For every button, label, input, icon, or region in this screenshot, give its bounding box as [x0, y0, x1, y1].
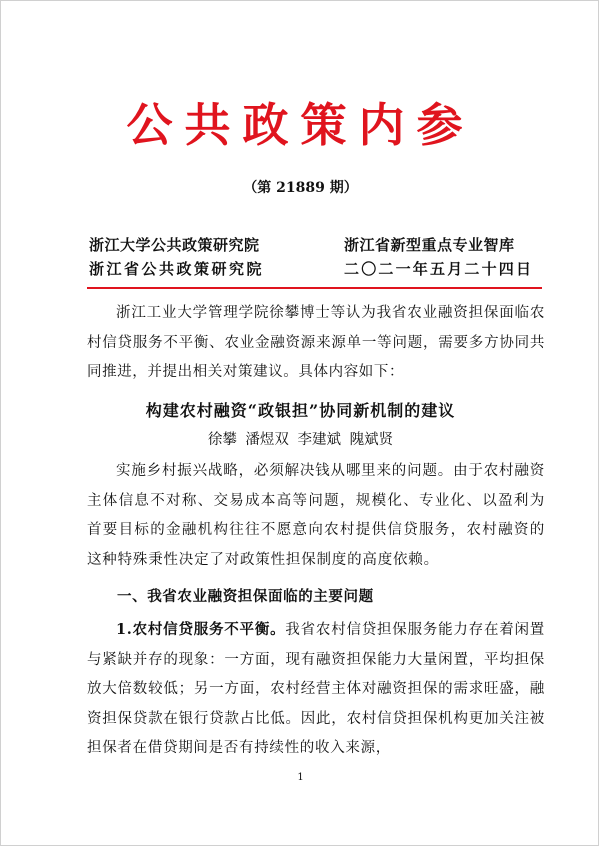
masthead-title: 公共政策内参 [126, 98, 475, 152]
header-divider [87, 287, 542, 289]
article-title: 构建农村融资“政银担”协同新机制的建议 [145, 401, 456, 420]
org-left-2: 浙江省公共政策研究院 [89, 260, 265, 278]
point-1-text: 我省农村信贷担保服务能力存在着闲置与紧缺并存的现象：一方面，现有融资担保能力大量闲置，平均担保放大倍数较低；另一方面，农村经营主体对融资担保的需求旺盛，融资担保贷款在银行贷款占比低。因此，农村信贷担保机构更加关注被担保者在借贷期间是否有持续性的收入来源， [87, 622, 545, 756]
org-left-1: 浙江大学公共政策研究院 [89, 236, 260, 254]
body-paragraph-1: 实施乡村振兴战略，必须解决钱从哪里来的问题。由于农村融资主体信息不对称、交易成本高等问题，规模化、专业化、以盈利为首要目标的金融机构往往不愿意向农村提供信贷服务，农村融资的这种特殊秉性决定了对政策性担保制度的高度依赖。 [87, 463, 545, 568]
point-1-lead: 1.农村信贷服务不平衡。 [116, 621, 286, 638]
org-right-1: 浙江省新型重点专业智库 [344, 236, 515, 254]
page-number: 1 [297, 772, 304, 783]
body-paragraph-2 [87, 615, 545, 764]
publish-date: 二〇二一年五月二十四日 [344, 260, 534, 278]
intro-paragraph: 浙江工业大学管理学院徐攀博士等认为我省农业融资担保面临农村信贷服务不平衡、农业金融资源来源单一等问题，需要多方协同共同推进，并提出相关对策建议。具体内容如下： [87, 305, 545, 380]
article-authors: 徐攀 潘煜双 李建斌 隗斌贤 [207, 432, 394, 448]
issue-number: （第 21889 期） [243, 180, 358, 196]
section-heading-1: 一、我省农业融资担保面临的主要问题 [117, 588, 374, 605]
